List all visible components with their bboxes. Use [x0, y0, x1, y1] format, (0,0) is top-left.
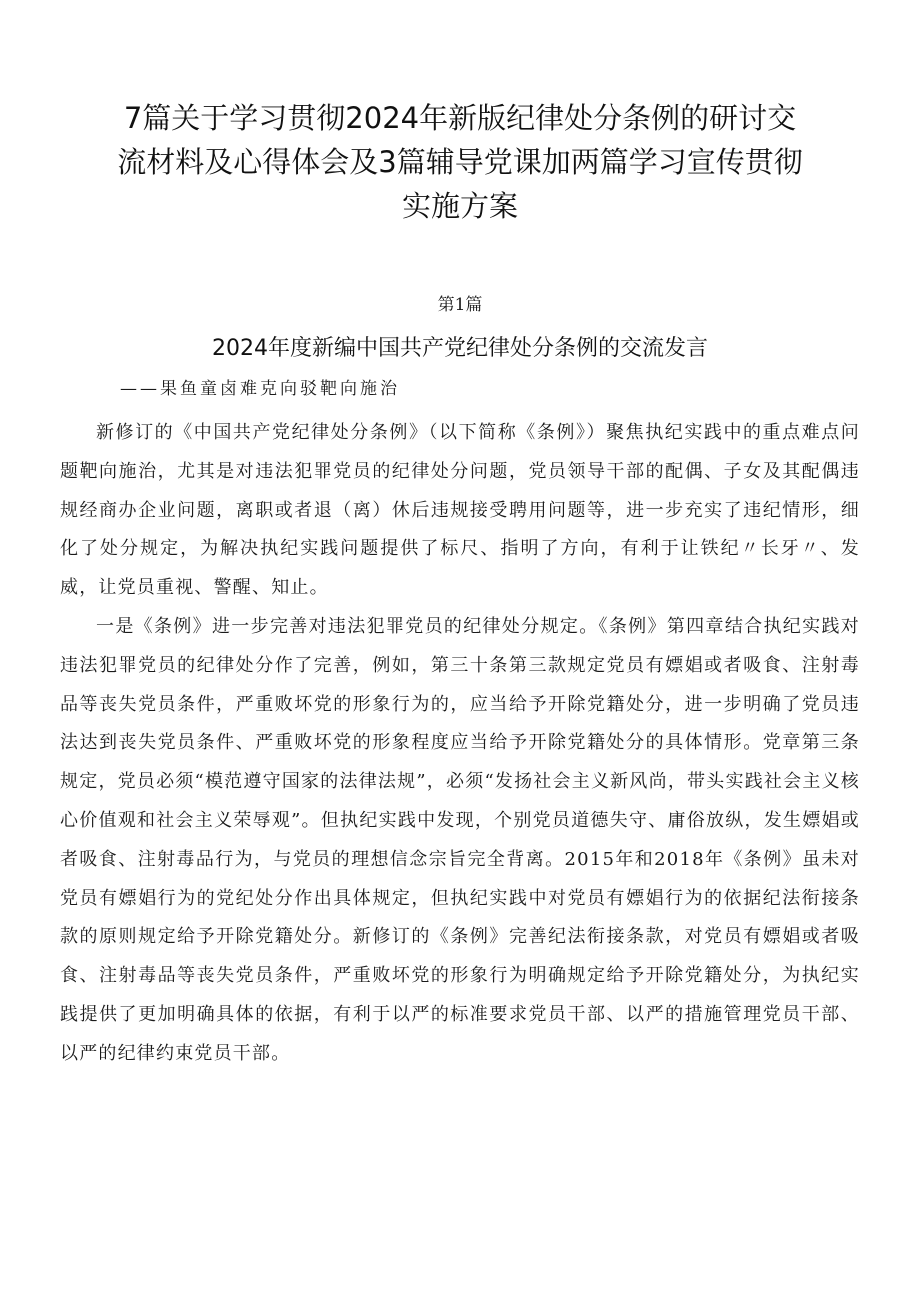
title-line-2: 流材料及心得体会及3篇辅导党课加两篇学习宣传贯彻	[117, 145, 803, 179]
section-number: 第1篇	[437, 295, 483, 315]
title-line-3: 实施方案	[401, 189, 518, 223]
document-title	[110, 96, 810, 228]
body-text	[60, 414, 860, 1074]
paragraph-1: 新修订的《中国共产党纪律处分条例》（以下简称《条例》）聚焦执纪实践中的重点难点问题靶向施治，尤其是对违法犯罪党员的纪律处分问题，党员领导干部的配偶、子女及其配偶违规经商办企业问题，离职或者退（离）休后违规接受聘用问题等，进一步充实了违纪情形，细化了处分规定，为解决执纪实践问题提供了标尺、指明了方向，有利于让铁纪〃长牙〃、发威，让党员重视、警醒、知止。	[60, 422, 860, 599]
section-title: 2024年度新编中国共产党纪律处分条例的交流发言	[212, 336, 708, 361]
title-line-1: 7篇关于学习贯彻2024年新版纪律处分条例的研讨交	[123, 101, 797, 135]
section-subtitle: ——果鱼童卤难克向驳靶向施治	[120, 379, 400, 399]
paragraph-2: 一是《条例》进一步完善对违法犯罪党员的纪律处分规定。《条例》第四章结合执纪实践对违法犯罪党员的纪律处分作了完善，例如，第三十条第三款规定党员有嫖娼或者吸食、注射毒品等丧失党员条件，严重败坏党的形象行为的，应当给予开除党籍处分，进一步明确了党员违法达到丧失党员条件、严重败坏党的形象程度应当给予开除党籍处分的具体情形。党章第三条规定，党员必须“模范遵守国家的法律法规”，必须“发扬社会主义新风尚，带头实践社会主义核心价值观和社会主义荣辱观”。但执纪实践中发现，个别党员道德失守、庸俗放纵，发生嫖娼或者吸食、注射毒品行为，与党员的理想信念宗旨完全背离。2015年和2018年《条例》虽未对党员有嫖娼行为的党纪处分作出具体规定，但执纪实践中对党员有嫖娼行为的依据纪法衔接条款的原则规定给予开除党籍处分。新修订的《条例》完善纪法衔接条款，对党员有嫖娼或者吸食、注射毒品等丧失党员条件，严重败坏党的形象行为明确规定给予开除党籍处分，为执纪实践提供了更加明确具体的依据，有利于以严的标准要求党员干部、以严的措施管理党员干部、以严的纪律约束党员干部。	[60, 615, 860, 1064]
